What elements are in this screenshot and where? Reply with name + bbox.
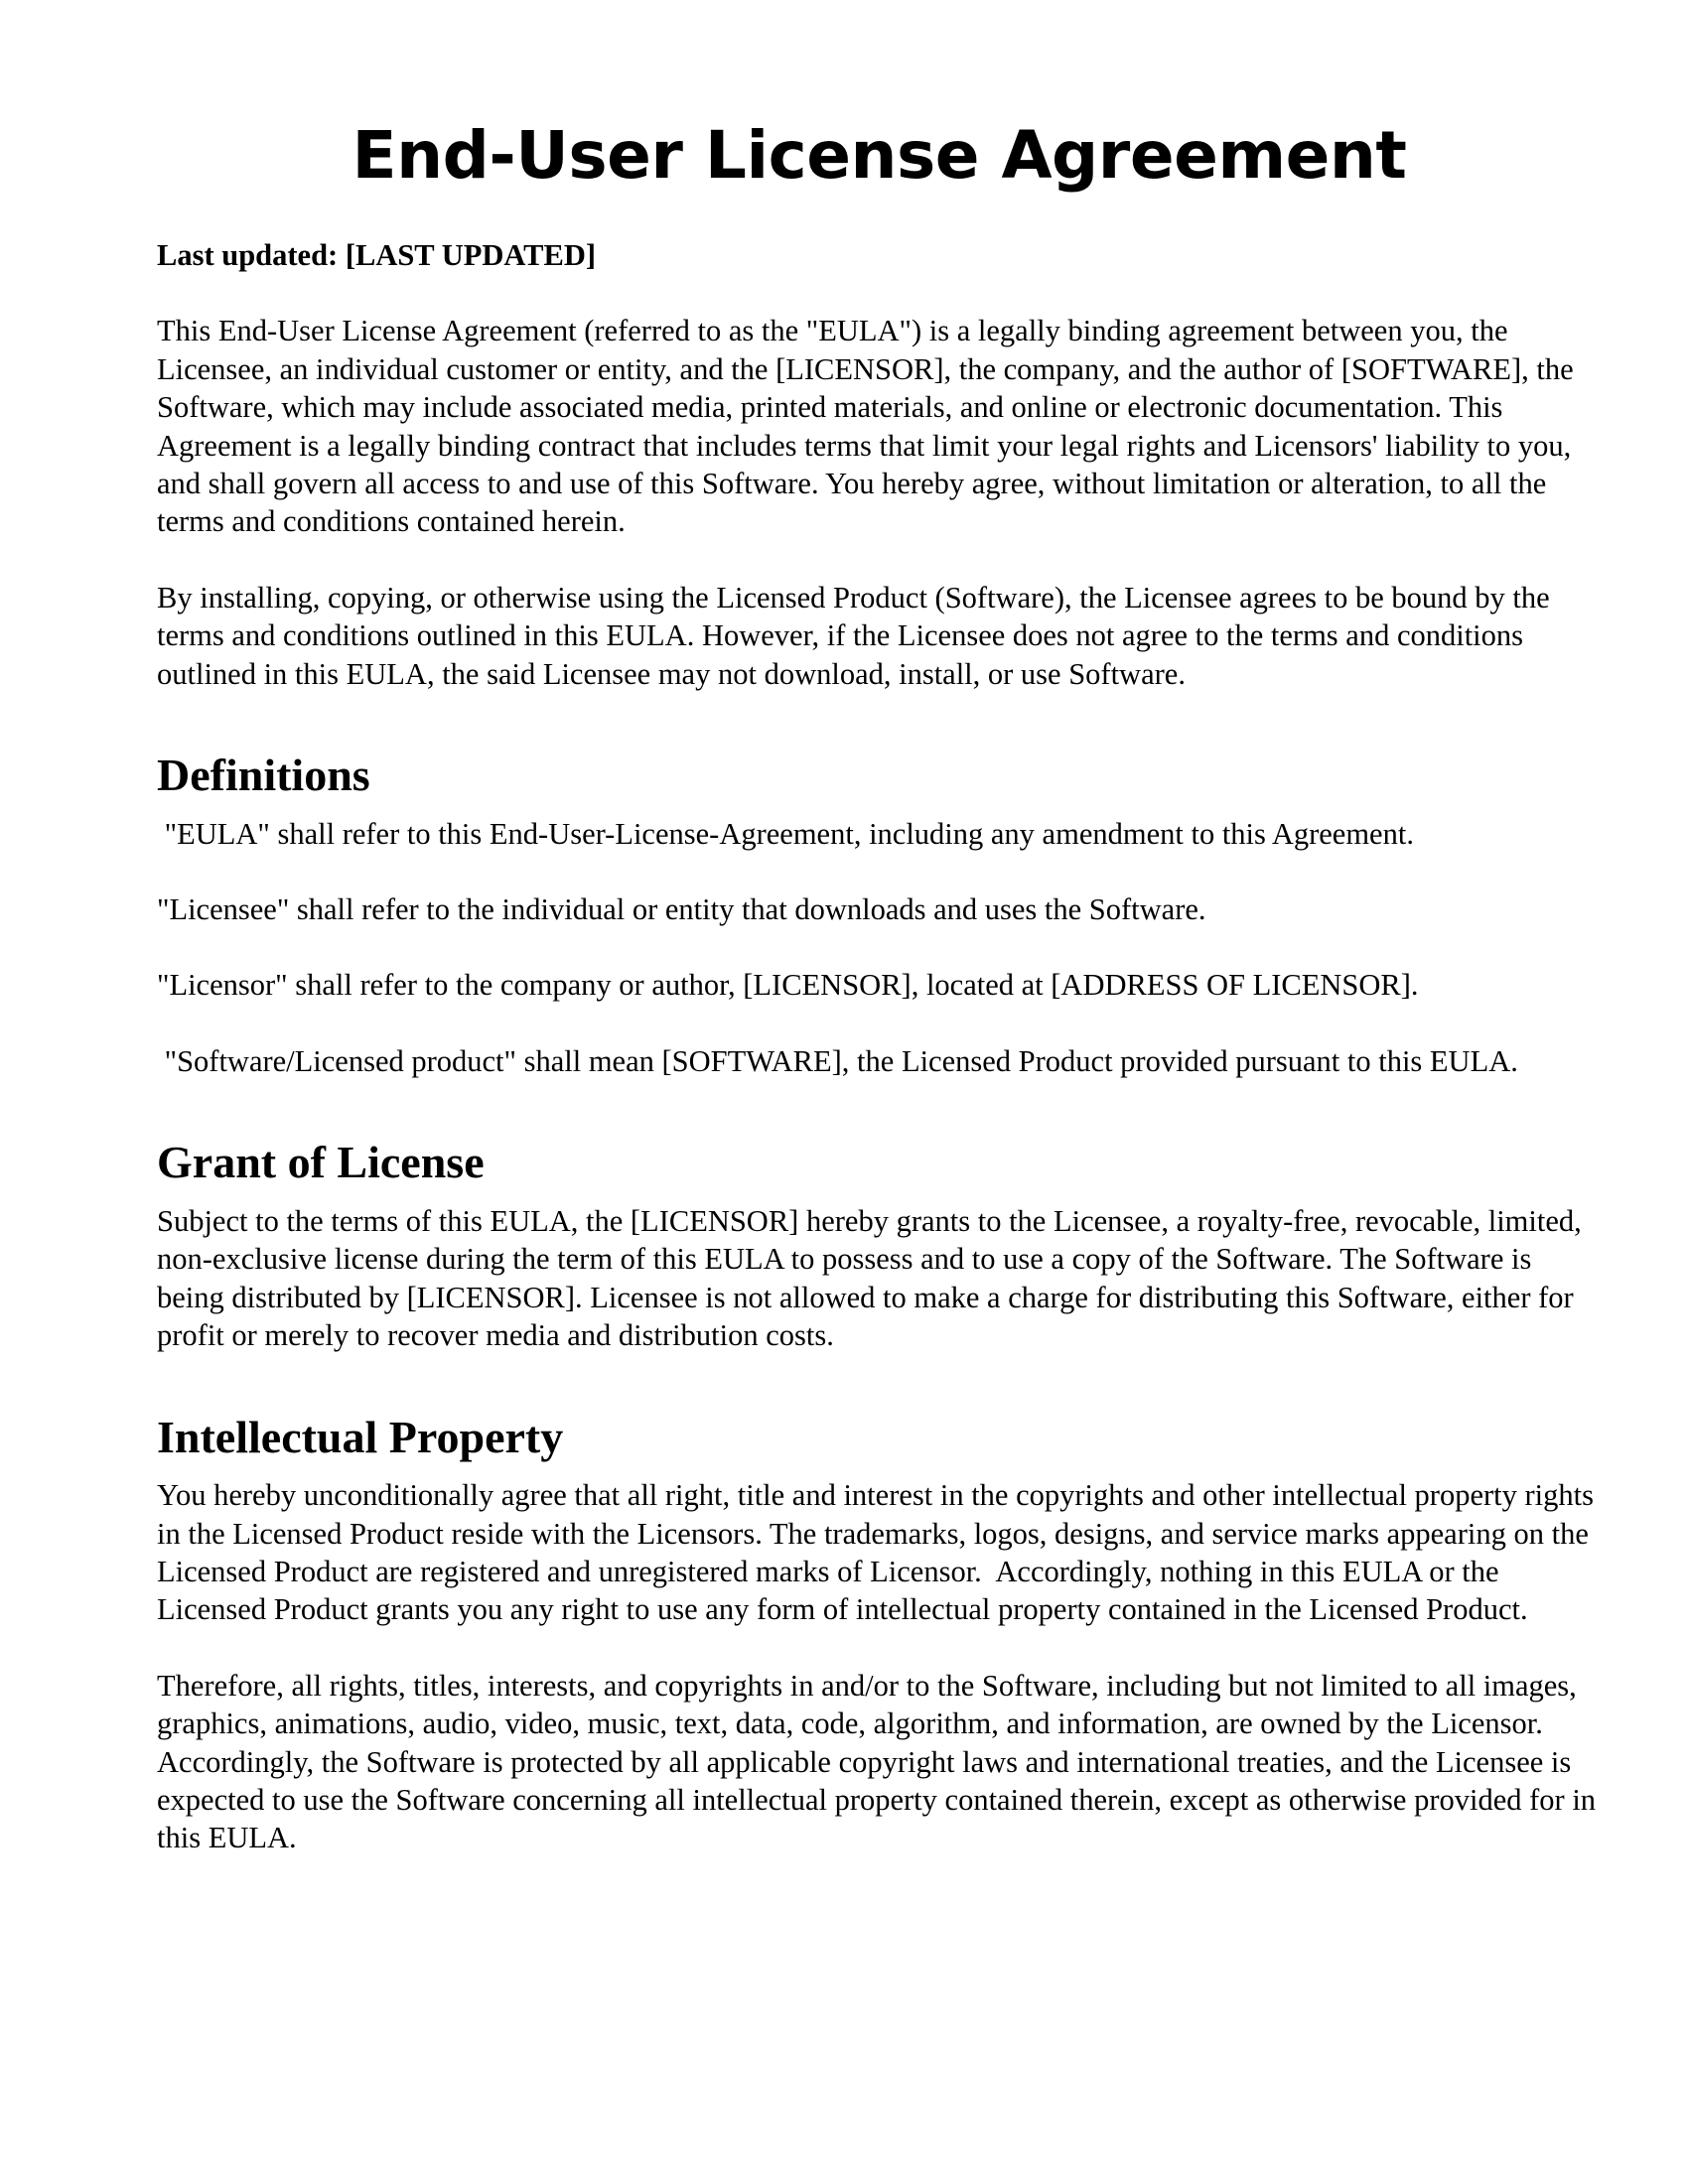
- definition-software: "Software/Licensed product" shall mean [SOFTWARE], the Licensed Product provided pursuant to this EULA.: [157, 1043, 1518, 1078]
- ip-paragraph-1: You hereby unconditionally agree that all right, title and interest in the copyrights and other intellectual property rights in the Licensed Product reside with the Licensors. The trademarks, logos, designs, and service marks appearing on the Licensed Product are registered and unregistered marks of Licensor. Accordingly, nothing in this EULA or the Licensed Product grants you any right to use any form of intellectual property contained in the Licensed Product.: [157, 1478, 1602, 1627]
- section-heading-intellectual-property: Intellectual Property: [157, 1411, 564, 1462]
- document-title: End-User License Agreement: [352, 117, 1407, 194]
- last-updated: Last updated: [LAST UPDATED]: [157, 238, 597, 272]
- section-heading-definitions: Definitions: [157, 750, 370, 801]
- ip-paragraph-2: Therefore, all rights, titles, interests, and copyrights in and/or to the Software, including but not limited to all images, graphics, animations, audio, video, music, text, data, code, algorithm, and information, are owned by the Licensor. Accordingly, the Software is protected by all applicable copyright laws and international treaties, and the Licensee is expected to use the Software concerning all intellectual property contained therein, except as otherwise provided for in this EULA.: [157, 1668, 1597, 1855]
- intro-paragraph-1: This End-User License Agreement (referred to as the "EULA") is a legally binding agreement between you, the Licensee, an individual customer or entity, and the [LICENSOR], the company, and the author of [SOFTWARE], the Software, which may include associated media, printed materials, and online or electronic documentation. This Agreement is a legally binding contract that includes terms that limit your legal rights and Licensors' liability to you, and shall govern all access to and use of this Software. You hereby agree, without limitation or alteration, to all the terms and conditions contained herein.: [157, 314, 1574, 539]
- document-body: [157, 236, 1602, 1895]
- definition-licensor: "Licensor" shall refer to the company or author, [LICENSOR], located at [ADDRESS OF LICENSOR].: [157, 968, 1419, 1003]
- definition-eula: "EULA" shall refer to this End-User-License-Agreement, including any amendment to this Agreement.: [157, 816, 1414, 851]
- intro-paragraph-2: By installing, copying, or otherwise using the Licensed Product (Software), the Licensee agrees to be bound by the terms and conditions outlined in this EULA. However, if the Licensee does not agree to the terms and conditions outlined in this EULA, the said Licensee may not download, install, or use Software.: [157, 580, 1550, 691]
- grant-paragraph-1: Subject to the terms of this EULA, the [LICENSOR] hereby grants to the Licensee, a royalty-free, revocable, limited, non-exclusive license during the term of this EULA to possess and to use a copy of the Software. The Software is being distributed by [LICENSOR]. Licensee is not allowed to make a charge for distributing this Software, either for profit or merely to recover media and distribution costs.: [157, 1203, 1582, 1353]
- section-heading-grant-of-license: Grant of License: [157, 1137, 485, 1188]
- definition-licensee: "Licensee" shall refer to the individual or entity that downloads and uses the Software.: [157, 892, 1206, 927]
